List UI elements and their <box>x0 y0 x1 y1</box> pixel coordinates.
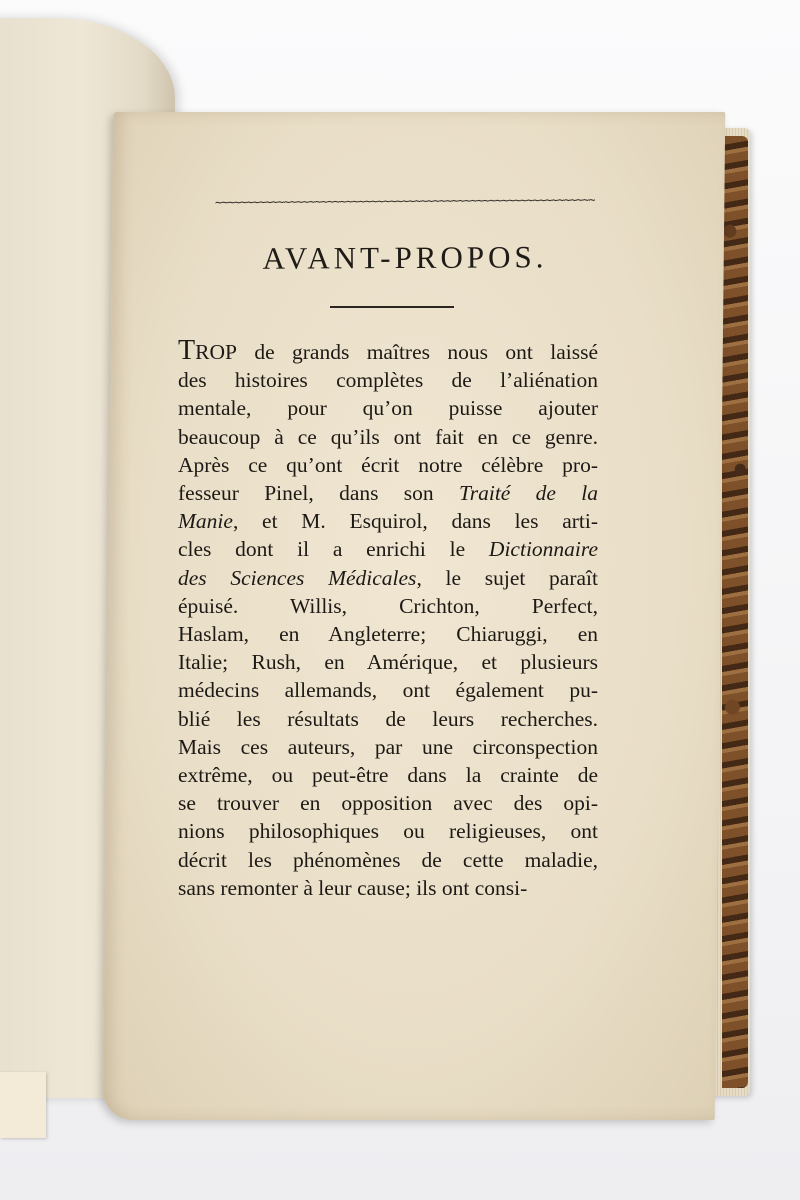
line-text: fesseur Pinel, dans son <box>178 481 459 506</box>
text-line: Haslam, en Angleterre; Chiaruggi, en <box>178 622 598 647</box>
text-line: des histoires complètes de l’aliénation <box>178 368 598 393</box>
text-line <box>178 535 598 563</box>
text-line: mentale, pour qu’on puisse ajouter <box>178 396 598 421</box>
text-line: extrême, ou peut-être dans la crainte de <box>178 763 598 788</box>
line-text: cles dont il a enrichi le <box>178 537 489 562</box>
text-line: nions philosophiques ou religieuses, ont <box>178 819 598 844</box>
italic-text: Traité de la <box>458 481 598 506</box>
text-line: sans remonter à leur cause; ils ont consi- <box>178 875 528 900</box>
text-line: épuisé. Willis, Crichton, Perfect, <box>178 593 598 618</box>
small-caps: ROP <box>195 340 237 364</box>
text-line <box>178 507 598 535</box>
text-line <box>178 479 598 507</box>
text-line: blié les résultats de leurs recherches. <box>178 706 598 731</box>
ornamental-rule: ~~~~~~~~~~~~~~~~~~~~~~~~~~~~~~~~~~~~~~~~~~~~~~~~~~~~~~~~~~~~~ <box>214 192 595 210</box>
title-rule <box>330 306 454 308</box>
text-line: se trouver en opposition avec des opi- <box>178 791 598 816</box>
line-text: de grands maîtres nous ont laissé <box>236 340 598 364</box>
leather-binding <box>722 136 748 1088</box>
drop-cap: T <box>178 335 196 366</box>
italic-text: Manie <box>178 509 233 534</box>
text-line: décrit les phénomènes de cette maladie, <box>178 847 598 872</box>
text-line: Après ce qu’ont écrit notre célèbre pro- <box>178 452 598 477</box>
italic-text: Dictionnaire <box>488 537 598 562</box>
text-line: beaucoup à ce qu’ils ont fait en ce genre. <box>178 424 598 449</box>
bookmark-slip <box>0 1072 46 1138</box>
text-line <box>178 337 598 366</box>
body-text <box>178 337 598 902</box>
line-text: , le sujet paraît <box>416 565 598 590</box>
italic-text: des Sciences Médicales <box>178 565 417 590</box>
text-line: médecins allemands, ont également pu- <box>178 678 598 703</box>
text-line: Italie; Rush, en Amérique, et plusieurs <box>178 650 598 675</box>
page-title: AVANT-PROPOS. <box>262 239 548 276</box>
text-line <box>178 564 598 592</box>
text-line: Mais ces auteurs, par une circonspection <box>178 734 598 759</box>
line-text: , et M. Esquirol, dans les arti- <box>232 509 598 534</box>
